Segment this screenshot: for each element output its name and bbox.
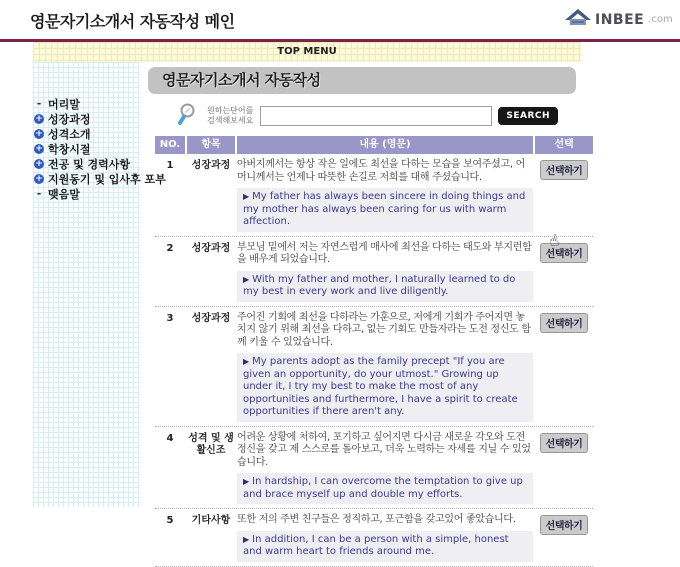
table-row [155, 237, 593, 307]
plus-bullet-icon: + [35, 113, 43, 124]
plus-bullet-icon: + [35, 143, 43, 154]
top-menu-label: TOP MENU [277, 46, 337, 57]
english-sentence-box [237, 271, 533, 302]
sidebar-item-schooldays[interactable] [34, 141, 139, 156]
top-menu-bar[interactable] [33, 42, 581, 62]
korean-sentence: 아버지께서는 항상 작은 일에도 최선을 다하는 모습을 보여주셨고, 어머니께서는 언제나 따뜻한 손길로 저희를 대해 주셨습니다. [237, 159, 525, 183]
hand-cursor-icon: ☝ [546, 230, 561, 251]
table-row [155, 509, 593, 567]
english-sentence: My father has always been sincere in doing things and my mother has always been caring for us with warm affection. [243, 191, 526, 227]
select-button[interactable]: 선택하기 [540, 313, 589, 333]
row-number: 5 [166, 515, 174, 526]
search-button[interactable]: SEARCH [498, 107, 558, 125]
row-category: 기타사항 [191, 515, 231, 526]
select-button[interactable]: 선택하기 [540, 433, 589, 453]
english-sentence: In hardship, I can overcome the temptation to give up and brace myself up and double my efforts. [243, 476, 523, 500]
logo-name: INBEE [595, 11, 645, 28]
logo-domain: .com [648, 14, 673, 25]
korean-sentence: 어려운 상황에 처하여, 포기하고 싶어지면 다시금 새로운 각오와 도전정신을 갖고 제 스스로를 돌아보고, 더욱 노력하는 자세를 지닐 수 있었습니다. [237, 431, 531, 468]
select-button[interactable]: 선택하기 [540, 243, 589, 263]
main-content [148, 67, 595, 567]
arrow-marker-icon: ▶ [243, 274, 250, 284]
sidebar-item-personality[interactable] [34, 126, 139, 141]
site-logo[interactable] [565, 9, 673, 30]
sidebar-item-motivation[interactable] [34, 171, 166, 186]
sidebar-item-closing[interactable] [34, 186, 139, 201]
plus-bullet-icon: + [35, 128, 43, 139]
search-bar [176, 103, 595, 129]
search-hint [207, 106, 253, 127]
sidebar-item-label: 머리말 [48, 97, 80, 111]
top-header [0, 0, 680, 39]
header-category: 항목 [187, 136, 235, 154]
row-number: 4 [166, 432, 174, 444]
english-sentence-box [237, 473, 533, 504]
dash-bullet-icon: - [36, 187, 42, 200]
arrow-marker-icon: ▶ [243, 477, 250, 486]
english-sentence-box [237, 353, 533, 422]
header-content: 내용 (영문) [237, 136, 533, 154]
row-number: 2 [166, 242, 174, 254]
row-number: 3 [166, 312, 174, 324]
table-row [155, 307, 593, 427]
row-category: 성장과정 [191, 312, 231, 324]
table-header-row [155, 136, 593, 154]
header-select: 선택 [535, 136, 593, 154]
page-title: 영문자기소개서 자동작성 메인 [30, 12, 235, 31]
dash-bullet-icon: - [36, 97, 42, 110]
row-number: 1 [166, 160, 174, 171]
sidebar-item-intro[interactable] [34, 96, 139, 111]
sidebar-item-growth[interactable] [34, 111, 139, 126]
row-category: 성격 및 생활신조 [188, 432, 234, 456]
english-sentence: My parents adopt as the family precept "If you are given an opportunity, do your utmost." Growing up under it, I try my best to make the most of any opportunities and furthermore, I have a spirit to create opportunities if there aren't any. [243, 356, 518, 417]
plus-bullet-icon: + [35, 173, 43, 184]
search-input[interactable] [260, 106, 492, 126]
sidebar-item-major-career[interactable] [34, 156, 139, 171]
plus-bullet-icon: + [35, 158, 43, 169]
search-icon [176, 102, 201, 131]
sentence-table [155, 136, 593, 567]
section-title-bar [148, 67, 576, 94]
korean-sentence: 부모님 밑에서 저는 자연스럽게 매사에 최선을 다하는 태도와 부지런함을 배우게 되었습니다. [237, 241, 532, 265]
sidebar-item-label: 맺음말 [48, 187, 80, 201]
korean-sentence: 또한 저의 주변 친구들은 정직하고, 포근함을 갖고있어 좋았습니다. [237, 514, 516, 525]
header-no: NO. [155, 136, 185, 154]
sidebar-item-label: 성격소개 [48, 127, 91, 141]
select-button[interactable]: 선택하기 [540, 515, 589, 535]
table-row [155, 427, 593, 510]
sidebar-menu [33, 96, 166, 201]
arrow-marker-icon: ▶ [243, 534, 250, 544]
english-sentence-box [237, 188, 533, 232]
sidebar-item-label: 지원동기 및 입사후 포부 [48, 172, 166, 186]
section-title: 영문자기소개서 자동작성 [162, 71, 321, 89]
house-icon [565, 9, 591, 30]
search-hint-line2: 검색해보세요 [207, 116, 254, 125]
arrow-marker-icon: ▶ [243, 192, 250, 201]
english-sentence: With my father and mother, I naturally learned to do my best in every work and live diligently. [243, 273, 516, 297]
korean-sentence: 주어진 기회에 최선을 다하라는 가훈으로, 저에게 기회가 주어지면 놓치지 않기 위해 최선을 다하고, 없는 기회도 만들자라는 도전 정신도 함께 키울 수 있었습니다. [237, 311, 531, 348]
sidebar [33, 62, 166, 507]
table-row [155, 154, 593, 237]
search-hint-line1: 원하는단어를 [207, 105, 254, 115]
sidebar-item-label: 학창시절 [48, 142, 91, 156]
row-category: 성장과정 [191, 160, 231, 171]
sidebar-item-label: 성장과정 [48, 112, 91, 126]
english-sentence: In addition, I can be a person with a simple, honest and warm heart to friends around me. [243, 533, 509, 557]
sidebar-item-label: 전공 및 경력사항 [48, 157, 131, 171]
english-sentence-box [237, 531, 533, 562]
arrow-marker-icon: ▶ [243, 357, 250, 366]
row-category: 성장과정 [191, 242, 231, 254]
select-button[interactable]: 선택하기 [540, 160, 589, 180]
